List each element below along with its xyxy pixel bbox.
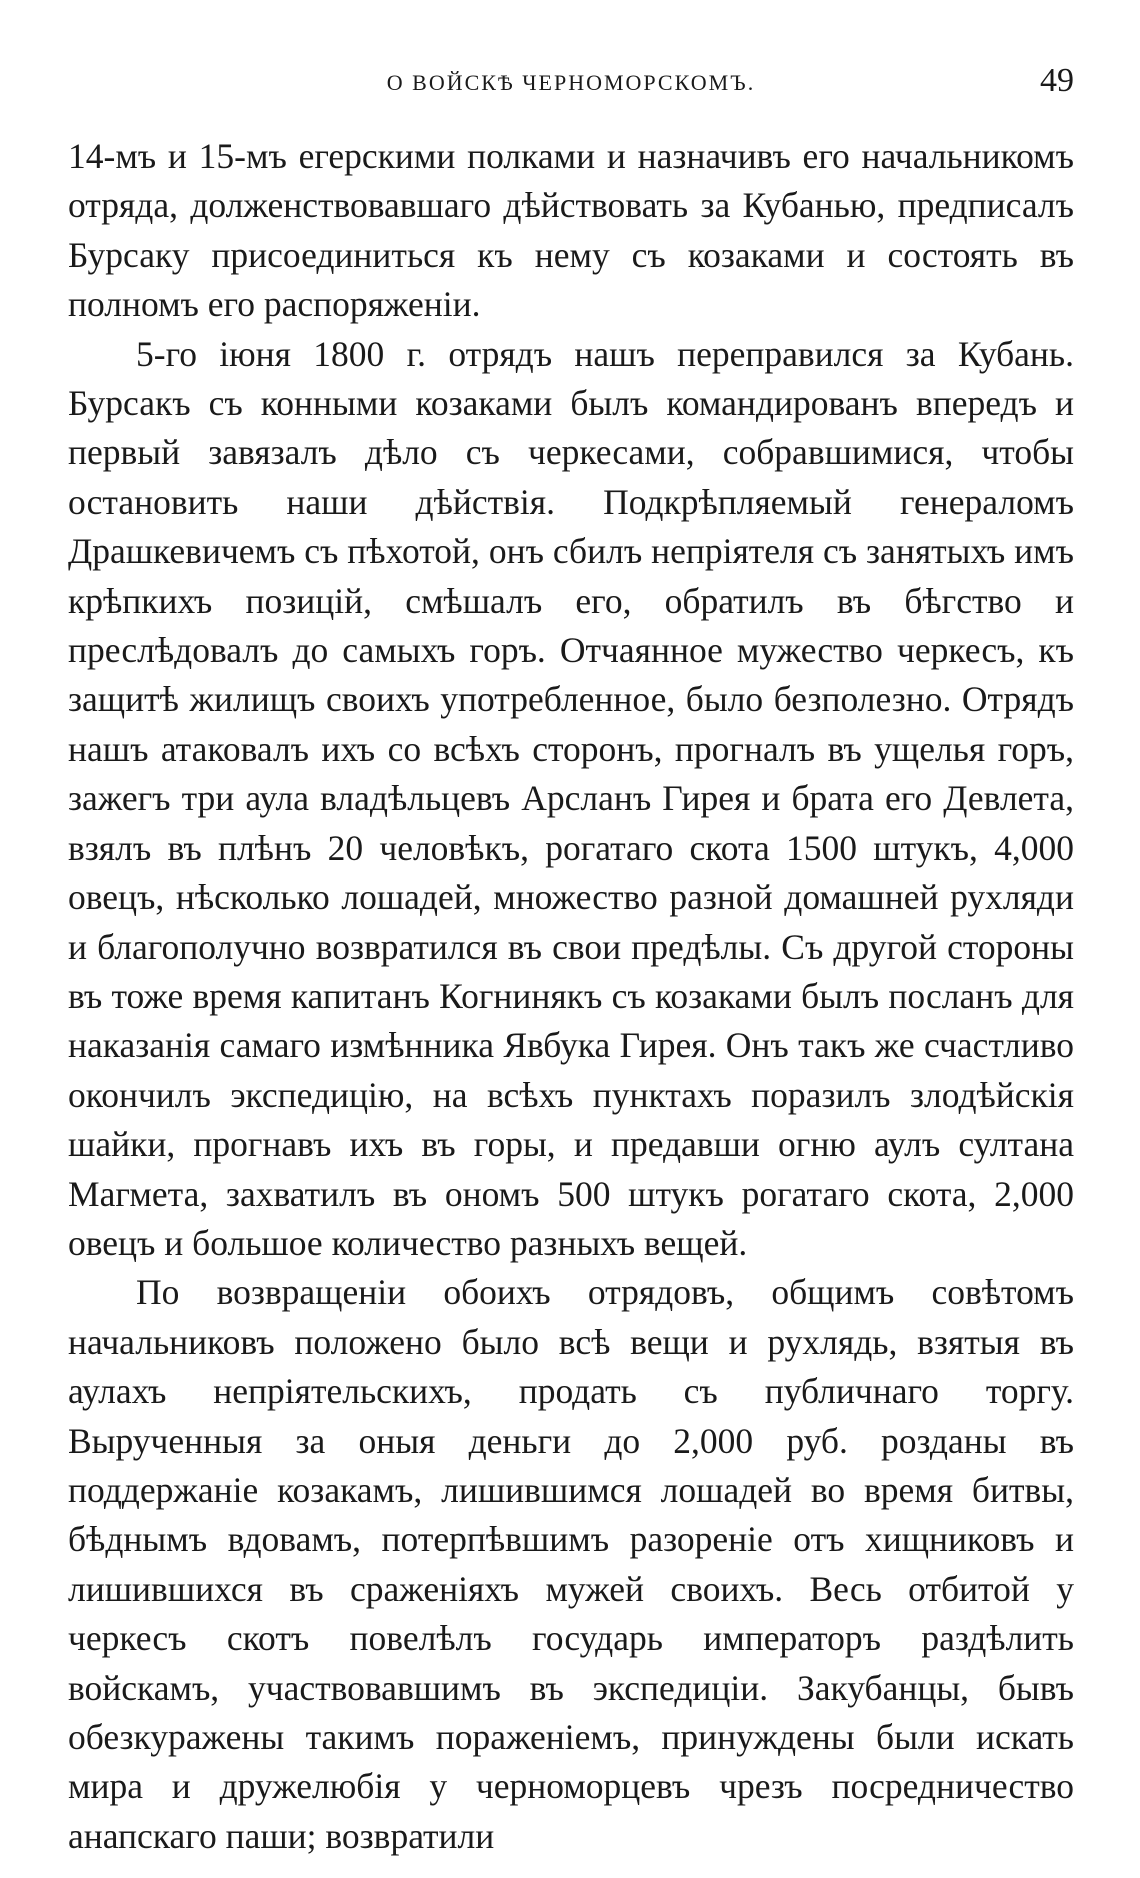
- book-page: [68, 62, 1074, 1856]
- paragraph-continued: 14-мъ и 15-мъ егерскими полками и назначивъ его начальникомъ отряда, долженствовавшаго дѣйствовать за Кубанью, предписалъ Бурсаку присоединиться къ нему съ козаками и состоять въ полномъ его распоряженіи.: [68, 136, 1074, 325]
- running-title: О ВОЙСКѢ ЧЕРНОМОРСКОМЪ.: [386, 70, 756, 95]
- page-number: 49: [1040, 62, 1074, 99]
- body-text: [68, 132, 1074, 1861]
- paragraph: По возвращеніи обоихъ отрядовъ, общимъ совѣтомъ начальниковъ положено было всѣ вещи и рухлядь, взятыя въ аулахъ непріятельскихъ, продать съ публичнаго торгу. Вырученныя за оныя деньги до 2,000 руб. розданы въ поддержаніе козакамъ, лишившимся лошадей во время битвы, бѣднымъ вдовамъ, потерпѣвшимъ разореніе отъ хищниковъ и лишившихся въ сраженіяхъ мужей своихъ. Весь отбитой у черкесъ скотъ повелѣлъ государь императоръ раздѣлить войскамъ, участвовавшимъ въ экспедиціи. Закубанцы, бывъ обезкуражены такимъ пораженіемъ, принуждены были искать мира и дружелюбія у черноморцевъ чрезъ посредничество анапскаго паши; возвратили: [68, 1272, 1074, 1856]
- paragraph: 5-го іюня 1800 г. отрядъ нашъ переправился за Кубань. Бурсакъ съ конными козаками былъ командированъ впередъ и первый завязалъ дѣло съ черкесами, собравшимися, чтобы остановить наши дѣйствія. Подкрѣпляемый генераломъ Драшкевичемъ съ пѣхотой, онъ сбилъ непріятеля съ занятыхъ имъ крѣпкихъ позицій, смѣшалъ его, обратилъ въ бѣгство и преслѣдовалъ до самыхъ горъ. Отчаянное мужество черкесъ, къ защитѣ жилищъ своихъ употребленное, было безполезно. Отрядъ нашъ атаковалъ ихъ со всѣхъ сторонъ, прогналъ въ ущелья горъ, зажегъ три аула владѣльцевъ Арсланъ Гирея и брата его Девлета, взялъ въ плѣнъ 20 человѣкъ, рогатаго скота 1500 штукъ, 4,000 овецъ, нѣсколько лошадей, множество разной домашней рухляди и благополучно возвратился въ свои предѣлы. Съ другой стороны въ тоже время капитанъ Когнинякъ съ козаками былъ посланъ для наказанія самаго измѣнника Явбука Гирея. Онъ такъ же счастливо окончилъ экспедицію, на всѣхъ пунктахъ поразилъ злодѣйскія шайки, прогнавъ ихъ въ горы, и предавши огню аулъ султана Магмета, захватилъ въ ономъ 500 штукъ рогатаго скота, 2,000 овецъ и большое количество разныхъ вещей.: [68, 333, 1074, 1263]
- running-head: [68, 62, 1074, 132]
